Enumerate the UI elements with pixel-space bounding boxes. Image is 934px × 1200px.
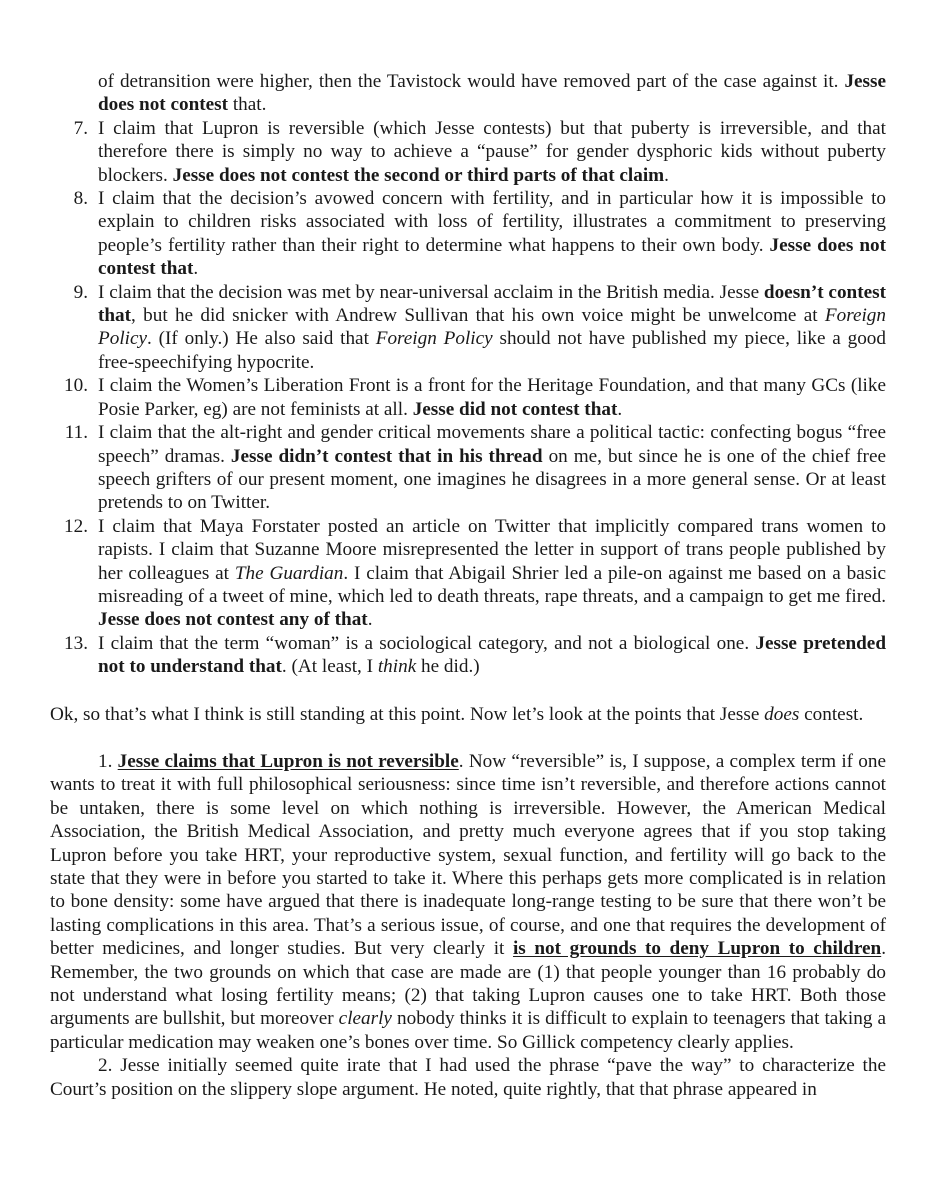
claim-item-10: 10. I claim the Women’s Liberation Front is a front for the Heritage Foundation, and that many GCs (like Posie Parker, eg) are not feminists at all. Jesse did not contest that. xyxy=(50,374,886,421)
bold-remark: Jesse does not contest the second or third parts of that claim xyxy=(172,164,665,186)
claim-number: 13. xyxy=(64,632,88,654)
italic-title: Foreign Policy xyxy=(98,305,886,350)
bold-remark: Jesse did not contest that xyxy=(412,398,618,420)
italic-title: Foreign Policy xyxy=(375,328,493,350)
claim-number: 11. xyxy=(64,422,88,444)
contested-point-1: 1. Jesse claims that Lupron is not reversible. Now “reversible” is, I suppose, a complex term if one wants to treat it with full philosophical seriousness: since time isn’t reversible, and therefore actions cannot be untaken, there is some level on which nothing is irreversible. However, the American Medical Association, the British Medical Association, and pretty much everyone agrees that if you stop taking Lupron before you take HRT, your reproductive system, sexual function, and fertility will go back to the state that they were in before you started to take it. Where this perhaps gets more complicated is in relation to bone density: some have argued that there is inadequate long-range testing to be sure that there won’t be lasting complications in this area. That’s a serious issue, of course, and one that requires the development of better medicines, and longer studies. But very clearly it is not grounds to deny Lupron to children. Remember, the two grounds on which that case are made are (1) that people younger than 16 probably do not understand what losing fertility means; (2) that taking Lupron causes one to take HRT. Both those arguments are bullshit, but moreover clearly nobody thinks it is difficult to explain to teenagers that taking a particular medication may weaken one’s bones over time. So Gillick competency clearly applies. xyxy=(50,750,887,1053)
bold-underlined-claim: Jesse claims that Lupron is not reversible xyxy=(117,750,459,772)
italic-word: does xyxy=(764,703,800,725)
continuation-paragraph: of detransition were higher, then the Tavistock would have removed part of the case against it. Jesse does not contest that. xyxy=(98,71,886,116)
bold-remark: Jesse does not contest that xyxy=(98,234,886,280)
claim-item-13: 13. I claim that the term “woman” is a sociological category, and not a biological one. Jesse pretended not to understand that. (At least, I think he did.) xyxy=(50,632,886,679)
bold-remark: Jesse does not contest any of that xyxy=(98,609,368,631)
bold-remark: Jesse didn’t contest that in his thread xyxy=(230,445,543,467)
conclusion-paragraph: Ok, so that’s what I think is still standing at this point. Now let’s look at the points that Jesse does contest. xyxy=(50,703,864,725)
italic-word: clearly xyxy=(338,1008,392,1030)
claim-number: 10. xyxy=(64,375,88,397)
italic-word: think xyxy=(377,656,417,678)
claim-number: 8. xyxy=(73,188,88,210)
bold-remark: Jesse does not contest xyxy=(98,71,886,116)
claim-item-7: 7. I claim that Lupron is reversible (which Jesse contests) but that puberty is irreversible, and that therefore there is simply no way to achieve a “pause” for gender dysphoric kids without puberty blockers. Jesse does not contest the second or third parts of that claim. xyxy=(50,117,886,187)
claims-list xyxy=(50,117,886,679)
contested-point-2: 2. Jesse initially seemed quite irate that I had used the phrase “pave the way” to characterize the Court’s position on the slippery slope argument. He noted, quite rightly, that that phrase appeared in xyxy=(50,1055,886,1100)
bold-underlined-claim: is not grounds to deny Lupron to children xyxy=(512,938,882,960)
claim-item-11: 11. I claim that the alt-right and gender critical movements share a political tactic: confecting bogus “free speech” dramas. Jesse didn’t contest that in his thread on me, but since he is one of the chief free speech grifters of our present moment, one imagines he disagrees in a more general sense. Or at least pretends to on Twitter. xyxy=(50,421,886,515)
italic-title: The Guardian xyxy=(234,562,344,584)
bold-remark: Jesse pretended not to understand that xyxy=(98,632,886,678)
claim-item-8: 8. I claim that the decision’s avowed concern with fertility, and in particular how it is impossible to explain to children risks associated with loss of fertility, illustrates a commitment to preserving people’s fertility rather than their right to determine what happens to their own body. Jesse does not contest that. xyxy=(50,187,886,281)
claim-item-12: 12. I claim that Maya Forstater posted an article on Twitter that implicitly compared trans women to rapists. I claim that Suzanne Moore misrepresented the letter in support of trans people published by her colleagues at The Guardian. I claim that Abigail Shrier led a pile-on against me based on a basic misreading of a tweet of mine, which led to death threats, rape threats, and a campaign to get me fired. Jesse does not contest any of that. xyxy=(50,515,886,632)
bold-remark: doesn’t contest that xyxy=(98,281,886,327)
claim-number: 7. xyxy=(73,117,88,139)
claim-number: 9. xyxy=(73,281,88,303)
claim-item-9: 9. I claim that the decision was met by near-universal acclaim in the British media. Jesse doesn’t contest that, but he did snicker with Andrew Sullivan that his own voice might be unwelcome at Foreign Policy. (If only.) He also said that Foreign Policy should not have published my piece, like a good free-speechifying hypocrite. xyxy=(50,281,886,375)
claim-number: 12. xyxy=(64,515,88,537)
